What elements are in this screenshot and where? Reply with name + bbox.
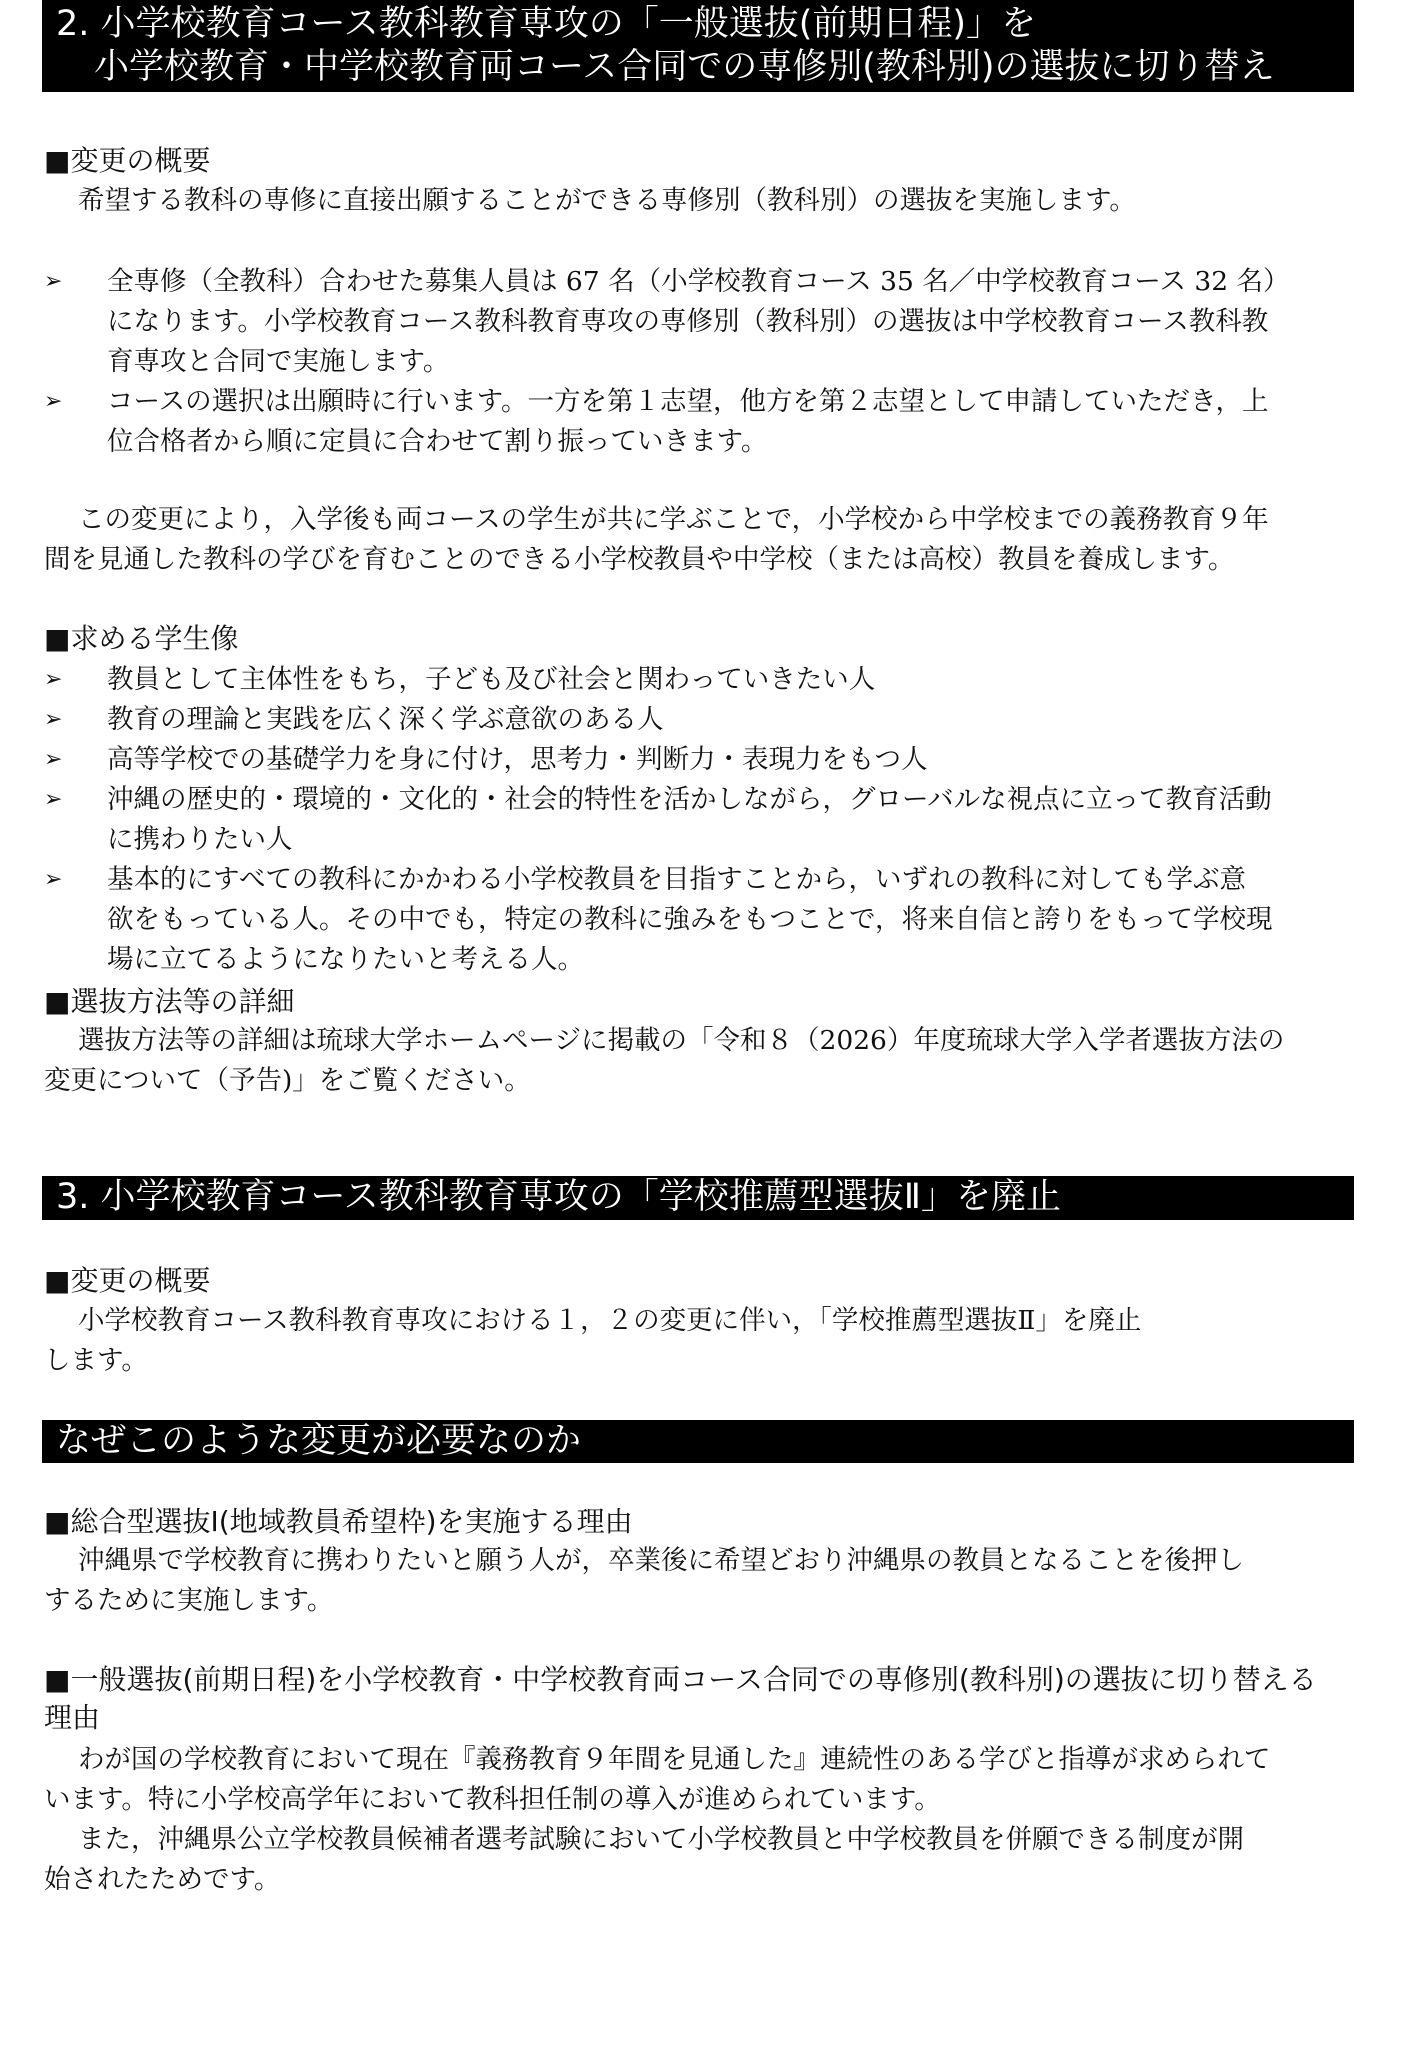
bullet-line: 沖縄の歴史的・環境的・文化的・社会的特性を活かしながら，グローバルな視点に立って教育活動 xyxy=(107,784,1272,815)
details-text xyxy=(44,1021,1354,1101)
bullet-line: 育専攻と合同で実施します。 xyxy=(107,346,450,377)
bullet-line: 教員として主体性をもち，子ども及び社会と関わっていきたい人 xyxy=(107,664,876,695)
bullet-line: 位合格者から順に定員に合わせて割り振っていきます。 xyxy=(107,426,768,457)
reason2-heading-line: ■一般選抜(前期日程)を小学校教育・中学校教育両コース合同での専修別(教科別)の選抜に切り替える xyxy=(44,1663,1317,1696)
section2-effect-text xyxy=(44,500,1354,580)
bullet-arrow-icon: ➢ xyxy=(44,867,63,892)
bullet-line: に携わりたい人 xyxy=(107,824,293,855)
section3-overview-heading: ■変更の概要 xyxy=(44,1264,211,1297)
section2-bullet-item xyxy=(44,382,1354,462)
bullet-line: 全専修（全教科）合わせた募集人員は 67 名（小学校教育コース 35 名／中学校教育コース 32 名） xyxy=(107,266,1290,297)
reason2-line: また，沖縄県公立学校教員候補者選考試験において小学校教員と中学校教員を併願できる制度が開 xyxy=(78,1824,1244,1855)
bullet-arrow-icon: ➢ xyxy=(44,787,63,812)
section2-overview-text xyxy=(44,181,1354,221)
section3-overview-text xyxy=(44,1301,1354,1381)
section3-overview-line: します。 xyxy=(44,1345,148,1376)
reason2-line: わが国の学校教育において現在『義務教育９年間を見通した』連続性のある学びと指導が求められて xyxy=(78,1744,1271,1775)
details-heading: ■選抜方法等の詳細 xyxy=(44,985,295,1018)
bullet-line: 高等学校での基礎学力を身に付け，思考力・判断力・表現力をもつ人 xyxy=(107,744,928,775)
bullet-arrow-icon: ➢ xyxy=(44,747,63,772)
reason2-heading xyxy=(44,1661,1317,1737)
effect-line: この変更により，入学後も両コースの学生が共に学ぶことで，小学校から中学校までの義務教育９年 xyxy=(78,504,1269,535)
section2-banner xyxy=(42,0,1354,92)
students-heading: ■求める学生像 xyxy=(44,622,239,655)
reason2-heading-line: 理由 xyxy=(44,1701,101,1734)
bullet-arrow-icon: ➢ xyxy=(44,389,63,414)
details-line: 選抜方法等の詳細は琉球大学ホームページに掲載の「令和８（2026）年度琉球大学入学者選抜方法の xyxy=(78,1025,1285,1056)
section2-bullet-item xyxy=(44,262,1354,382)
reason2-line: います。特に小学校高学年において教科担任制の導入が進められています。 xyxy=(44,1784,941,1815)
reason1-line: するために実施します。 xyxy=(44,1585,334,1616)
students-bullet-item xyxy=(44,660,1354,700)
bullet-arrow-icon: ➢ xyxy=(44,667,63,692)
bullet-arrow-icon: ➢ xyxy=(44,707,63,732)
section3-banner: 3. 小学校教育コース教科教育専攻の「学校推薦型選抜Ⅱ」を廃止 xyxy=(42,1176,1354,1220)
reason1-line: 沖縄県で学校教育に携わりたいと願う人が，卒業後に希望どおり沖縄県の教員となることを後押し xyxy=(78,1545,1244,1576)
reason1-heading: ■総合型選抜Ⅰ(地域教員希望枠)を実施する理由 xyxy=(44,1505,633,1538)
bullet-line: 場に立てるようになりたいと考える人。 xyxy=(107,944,584,975)
students-bullet-item xyxy=(44,780,1354,860)
students-bullet-item xyxy=(44,740,1354,780)
students-bullet-list xyxy=(44,660,1354,980)
section2-overview-heading: ■変更の概要 xyxy=(44,144,211,177)
reason1-text xyxy=(44,1541,1354,1621)
reason2-line: 始されたためです。 xyxy=(44,1864,281,1895)
reasons-banner: なぜこのような変更が必要なのか xyxy=(42,1420,1354,1463)
reason2-text xyxy=(44,1740,1354,1900)
bullet-line: になります。小学校教育コース教科教育専攻の専修別（教科別）の選抜は中学校教育コース教科教 xyxy=(107,306,1269,337)
students-bullet-item xyxy=(44,860,1354,980)
bullet-arrow-icon: ➢ xyxy=(44,269,63,294)
section2-bullet-list xyxy=(44,262,1354,462)
students-bullet-item xyxy=(44,700,1354,740)
section3-overview-line: 小学校教育コース教科教育専攻における１，２の変更に伴い，「学校推薦型選抜Ⅱ」を廃止 xyxy=(78,1305,1142,1336)
section2-banner-line1: 2. 小学校教育コース教科教育専攻の「一般選抜(前期日程)」を xyxy=(56,4,1037,44)
bullet-line: コースの選択は出願時に行います。一方を第１志望，他方を第２志望として申請していただき，上 xyxy=(107,386,1269,417)
bullet-line: 教育の理論と実践を広く深く学ぶ意欲のある人 xyxy=(107,704,664,735)
effect-line: 間を見通した教科の学びを育むことのできる小学校教員や中学校（または高校）教員を養成します。 xyxy=(44,544,1235,575)
details-line: 変更について（予告)」をご覧ください。 xyxy=(44,1065,531,1096)
bullet-line: 欲をもっている人。その中でも，特定の教科に強みをもつことで，将来自信と誇りをもって学校現 xyxy=(107,904,1273,935)
section2-overview-line: 希望する教科の専修に直接出願することができる専修別（教科別）の選抜を実施します。 xyxy=(78,185,1136,216)
bullet-line: 基本的にすべての教科にかかわる小学校教員を目指すことから，いずれの教科に対しても学ぶ意 xyxy=(107,864,1246,895)
section2-banner-line2: 小学校教育・中学校教育両コース合同での専修別(教科別)の選抜に切り替え xyxy=(94,47,1275,87)
